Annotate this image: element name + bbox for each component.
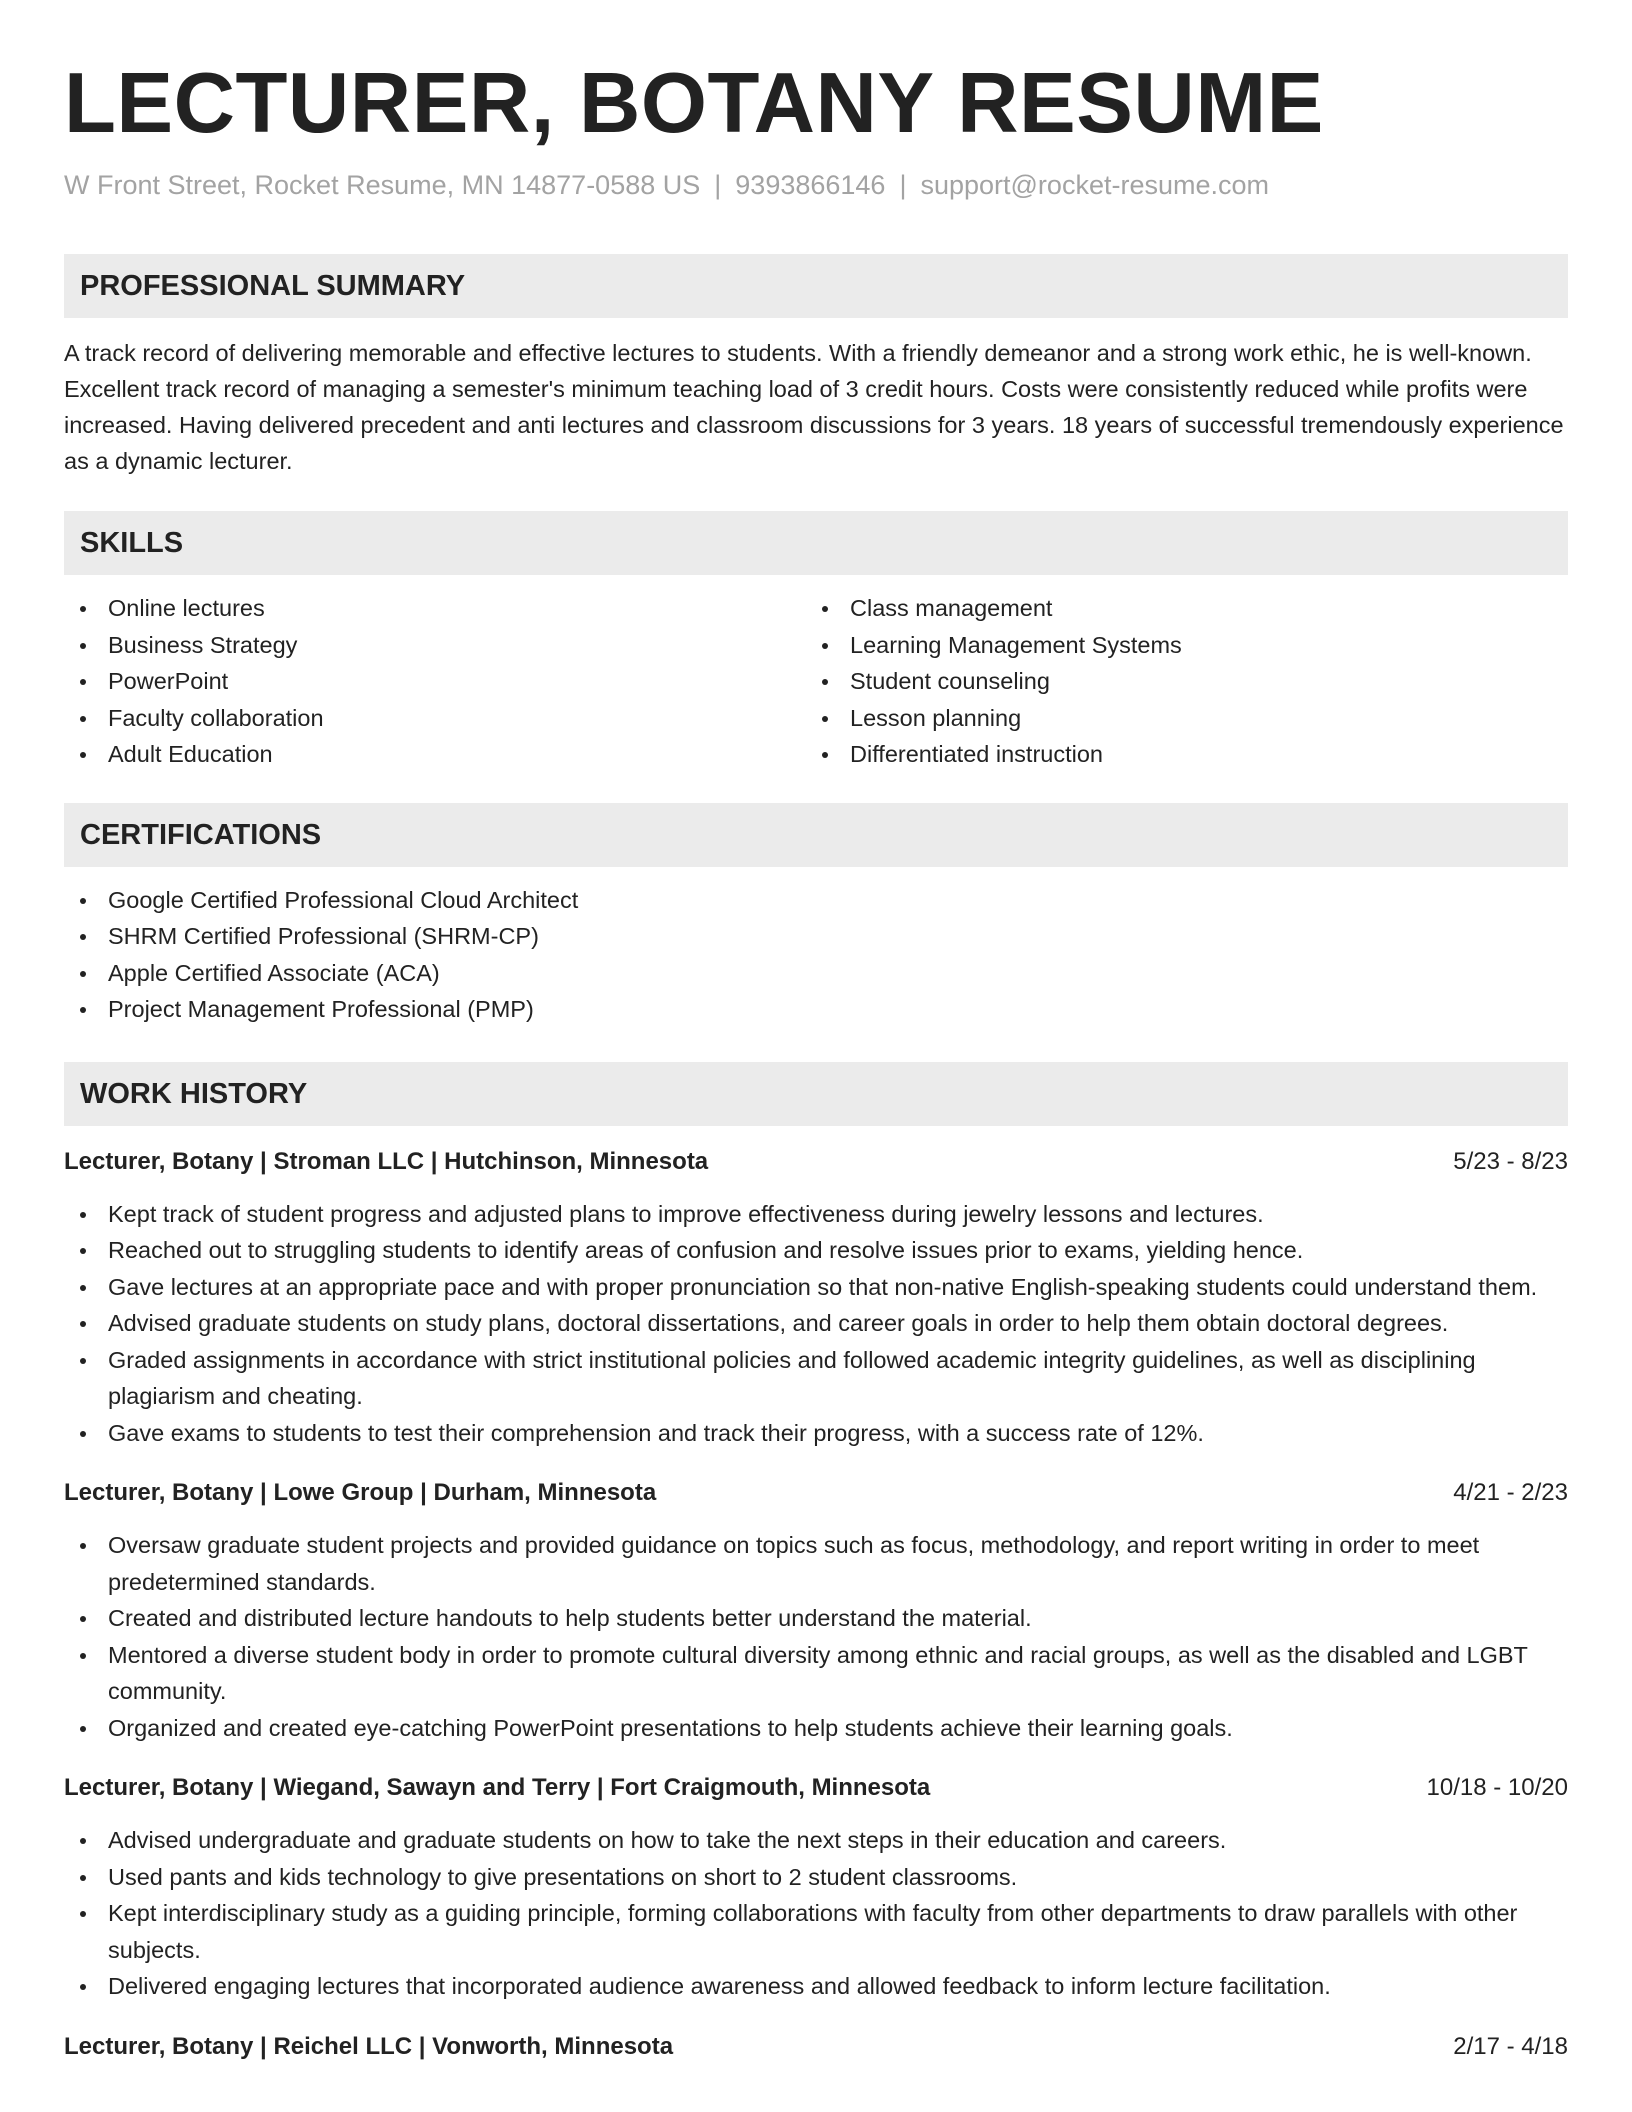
job-title: Lecturer, Botany | Reichel LLC | Vonworth, Minnesota	[64, 2032, 674, 2060]
job-bullet: Advised graduate students on study plans, doctoral dissertations, and career goals in order to help them obtain doctoral degrees.	[64, 1305, 1568, 1342]
job-bullet: Oversaw graduate student projects and provided guidance on topics such as focus, methodology, and report writing in order to meet predetermined standards.	[64, 1527, 1568, 1600]
professional-summary-section	[64, 254, 1568, 479]
skill-item: PowerPoint	[64, 663, 806, 700]
section-heading-skills: SKILLS	[64, 511, 1568, 575]
section-heading-summary: PROFESSIONAL SUMMARY	[64, 254, 1568, 318]
job-bullet: Graded assignments in accordance with strict institutional policies and followed academic integrity guidelines, as well as disciplining plagiarism and cheating.	[64, 1342, 1568, 1415]
certification-item: Google Certified Professional Cloud Architect	[64, 882, 1568, 919]
certification-item: Project Management Professional (PMP)	[64, 991, 1568, 1028]
job-bullet: Advised undergraduate and graduate students on how to take the next steps in their education and careers.	[64, 1822, 1568, 1859]
job-entry	[64, 1477, 1568, 1746]
job-dates: 10/18 - 10/20	[1426, 1774, 1568, 1801]
job-title: Lecturer, Botany | Stroman LLC | Hutchinson, Minnesota	[64, 1147, 709, 1175]
work-history-section	[64, 1062, 1568, 2063]
certifications-section	[64, 803, 1568, 1028]
job-title: Lecturer, Botany | Wiegand, Sawayn and Terry | Fort Craigmouth, Minnesota	[64, 1774, 931, 1801]
job-title: Lecturer, Botany | Lowe Group | Durham, Minnesota	[64, 1479, 657, 1506]
job-bullets	[64, 1196, 1568, 1452]
job-bullet: Used pants and kids technology to give presentations on short to 2 student classrooms.	[64, 1859, 1568, 1896]
job-entry	[64, 1146, 1568, 1452]
job-entry	[64, 2031, 1568, 2063]
job-dates: 5/23 - 8/23	[1453, 1147, 1568, 1175]
certification-item: Apple Certified Associate (ACA)	[64, 955, 1568, 992]
skills-list-right	[806, 590, 1548, 773]
job-header	[64, 1477, 1568, 1509]
job-bullet: Gave lectures at an appropriate pace and with proper pronunciation so that non-native English-speaking students could understand them.	[64, 1269, 1568, 1306]
skill-item: Learning Management Systems	[806, 627, 1548, 664]
summary-text: A track record of delivering memorable and effective lectures to students. With a friendly demeanor and a strong work ethic, he is well-known. Excellent track record of managing a semester's minimum teaching load of 3 credit hours. Costs were consistently reduced while profits were increased. Having delivered precedent and anti lectures and classroom discussions for 3 years. 18 years of successful tremendously experience as a dynamic lecturer.	[64, 340, 1564, 474]
job-bullet: Created and distributed lecture handouts to help students better understand the material.	[64, 1600, 1568, 1637]
contact-email[interactable]: support@rocket-resume.com	[920, 170, 1269, 200]
contact-line	[64, 168, 1568, 202]
skill-item: Differentiated instruction	[806, 736, 1548, 773]
job-bullet: Kept track of student progress and adjusted plans to improve effectiveness during jewelry lessons and lectures.	[64, 1196, 1568, 1233]
resume-page	[64, 0, 1568, 2081]
section-heading-certifications: CERTIFICATIONS	[64, 803, 1568, 867]
job-bullet: Organized and created eye-catching PowerPoint presentations to help students achieve their learning goals.	[64, 1710, 1568, 1747]
skill-item: Student counseling	[806, 663, 1548, 700]
job-bullet: Mentored a diverse student body in order to promote cultural diversity among ethnic and racial groups, as well as the disabled and LGBT community.	[64, 1637, 1568, 1710]
job-bullet: Gave exams to students to test their comprehension and track their progress, with a success rate of 12%.	[64, 1415, 1568, 1452]
skills-grid	[64, 590, 1568, 773]
skill-item: Lesson planning	[806, 700, 1548, 737]
job-header	[64, 1772, 1568, 1804]
certifications-list	[64, 882, 1568, 1028]
job-bullet: Kept interdisciplinary study as a guiding principle, forming collaborations with faculty from other departments to draw parallels with other subjects.	[64, 1895, 1568, 1968]
job-bullets	[64, 1822, 1568, 2005]
section-heading-work-history: WORK HISTORY	[64, 1062, 1568, 1126]
skills-list-left	[64, 590, 806, 773]
certification-item: SHRM Certified Professional (SHRM-CP)	[64, 918, 1568, 955]
job-dates: 4/21 - 2/23	[1453, 1479, 1568, 1506]
job-header	[64, 1146, 1568, 1178]
job-bullet: Delivered engaging lectures that incorporated audience awareness and allowed feedback to inform lecture facilitation.	[64, 1968, 1568, 2005]
job-bullets	[64, 1527, 1568, 1746]
job-header	[64, 2031, 1568, 2063]
skill-item: Online lectures	[64, 590, 806, 627]
resume-title: LECTURER, BOTANY RESUME	[64, 56, 1324, 151]
job-entry	[64, 1772, 1568, 2005]
skill-item: Adult Education	[64, 736, 806, 773]
skill-item: Business Strategy	[64, 627, 806, 664]
job-dates: 2/17 - 4/18	[1453, 2032, 1568, 2060]
contact-separator: |	[714, 170, 722, 200]
contact-address: W Front Street, Rocket Resume, MN 14877-0588 US	[64, 170, 701, 200]
skill-item: Class management	[806, 590, 1548, 627]
job-bullet: Reached out to struggling students to identify areas of confusion and resolve issues prior to exams, yielding hence.	[64, 1232, 1568, 1269]
contact-phone[interactable]: 9393866146	[735, 170, 886, 200]
skill-item: Faculty collaboration	[64, 700, 806, 737]
skills-section	[64, 511, 1568, 773]
contact-separator: |	[899, 170, 907, 200]
